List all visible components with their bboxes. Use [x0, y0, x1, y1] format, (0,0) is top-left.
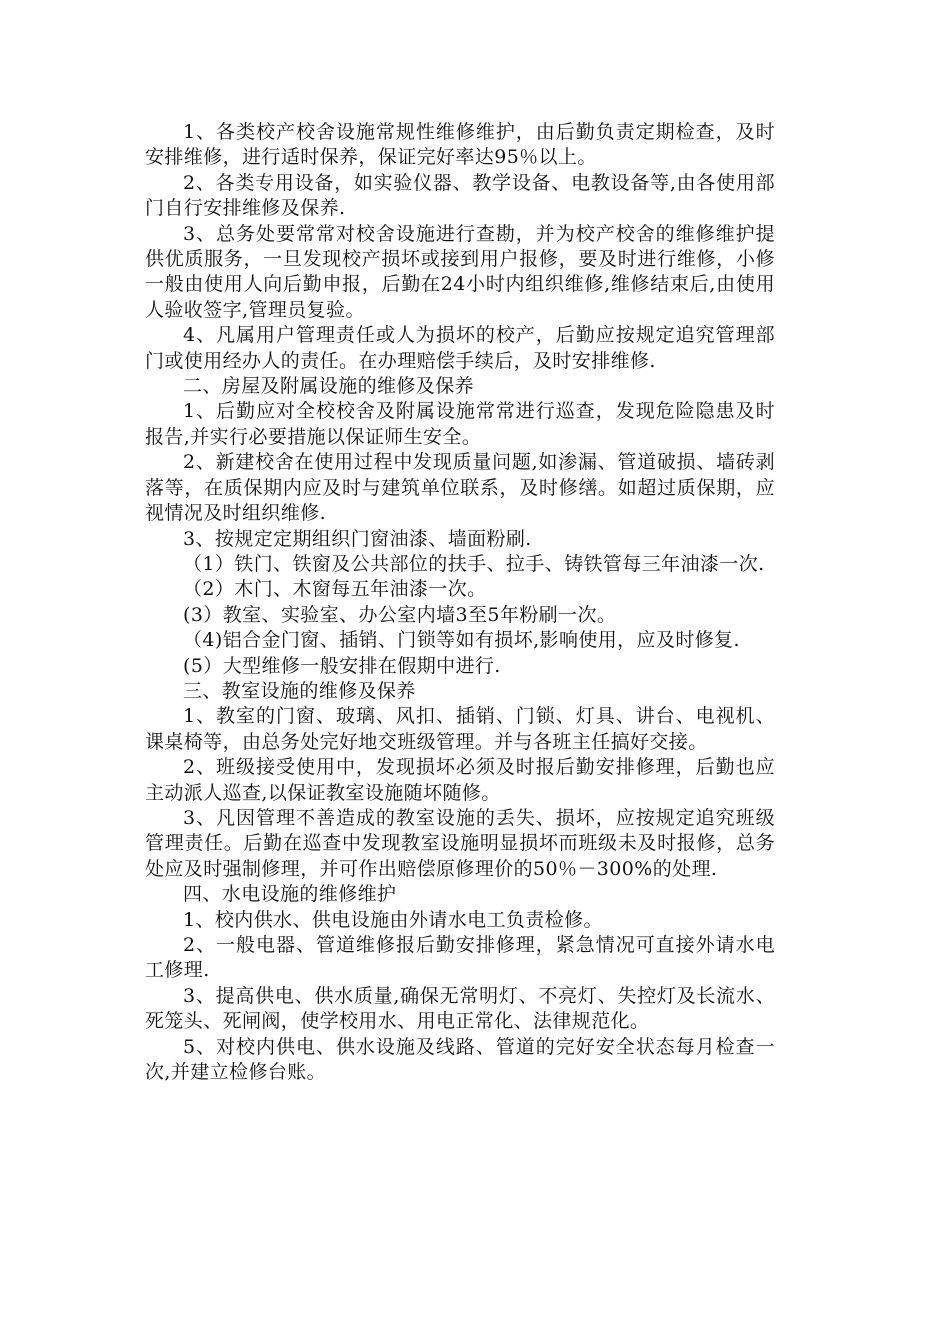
- section-heading: 四、水电设施的维修维护: [183, 883, 397, 906]
- paragraph: （1）铁门、铁窗及公共部位的扶手、拉手、铸铁管每三年油漆一次.: [183, 552, 765, 575]
- paragraph: 1、校内供水、供电设施由外请水电工负责检修。: [183, 908, 603, 931]
- paragraph: 2、各类专用设备，如实验仪器、教学设备、电教设备等,由各使用部门自行安排维修及保养.: [145, 171, 775, 220]
- paragraph: 3、提高供电、供水质量,确保无常明灯、不亮灯、失控灯及长流水、死笼头、死闸阀，使学校用水、用电正常化、法律规范化。: [145, 984, 775, 1033]
- paragraph: 3、总务处要常常对校舍设施进行查勘，并为校产校舍的维修维护提供优质服务，一旦发现校产损坏或接到用户报修，要及时进行维修，小修一般由使用人向后勤申报，后勤在24小时内组织维修,维修结束后,由使用人验收签字,管理员复验。: [145, 222, 775, 321]
- paragraph: 4、凡属用户管理责任或人为损坏的校产，后勤应按规定追究管理部门或使用经办人的责任。在办理赔偿手续后，及时安排维修.: [145, 324, 775, 372]
- paragraph: 2、一般电器、管道维修报后勤安排修理，紧急情况可直接外请水电工修理.: [145, 934, 775, 982]
- paragraph: 1、各类校产校舍设施常规性维修维护，由后勤负责定期检查，及时安排维修，进行适时保养，保证完好率达95％以上。: [145, 121, 775, 169]
- paragraph: 2、新建校舍在使用过程中发现质量问题,如渗漏、管道破损、墙砖剥落等，在质保期内应及时与建筑单位联系，及时修缮。如超过质保期，应视情况及时组织维修.: [145, 451, 775, 525]
- section-heading: 三、教室设施的维修及保养: [183, 679, 416, 702]
- paragraph: 5、对校内供电、供水设施及线路、管道的完好安全状态每月检查一次,并建立检修台账。: [145, 1035, 775, 1084]
- paragraph: 1、教室的门窗、玻璃、风扣、插销、门锁、灯具、讲台、电视机、课桌椅等，由总务处完好地交班级管理。并与各班主任搞好交接。: [145, 705, 775, 753]
- paragraph: 3、凡因管理不善造成的教室设施的丢失、损坏，应按规定追究班级管理责任。后勤在巡查中发现教室设施明显损坏而班级未及时报修，总务处应及时强制修理，并可作出赔偿原修理价的50％－300%的处理.: [145, 806, 775, 880]
- paragraph: （4)铝合金门窗、插销、门锁等如有损坏,影响使用，应及时修复.: [183, 629, 740, 652]
- paragraph: 2、班级接受使用中，发现损坏必须及时报后勤安排修理，后勤也应主动派人巡查,以保证教室设施随坏随修。: [145, 756, 775, 804]
- paragraph: 3、按规定定期组织门窗油漆、墙面粉刷.: [183, 527, 532, 550]
- paragraph: (5）大型维修一般安排在假期中进行.: [183, 654, 501, 677]
- paragraph: （2）木门、木窗每五年油漆一次。: [183, 578, 487, 601]
- paragraph: (3）教室、实验室、办公室内墙3至5年粉刷一次。: [183, 603, 617, 626]
- paragraph: 1、后勤应对全校校舍及附属设施常常进行巡查，发现危险隐患及时报告,并实行必要措施以保证师生安全。: [145, 400, 775, 448]
- document-body: [145, 120, 775, 1085]
- section-heading: 二、房屋及附属设施的维修及保养: [183, 375, 475, 398]
